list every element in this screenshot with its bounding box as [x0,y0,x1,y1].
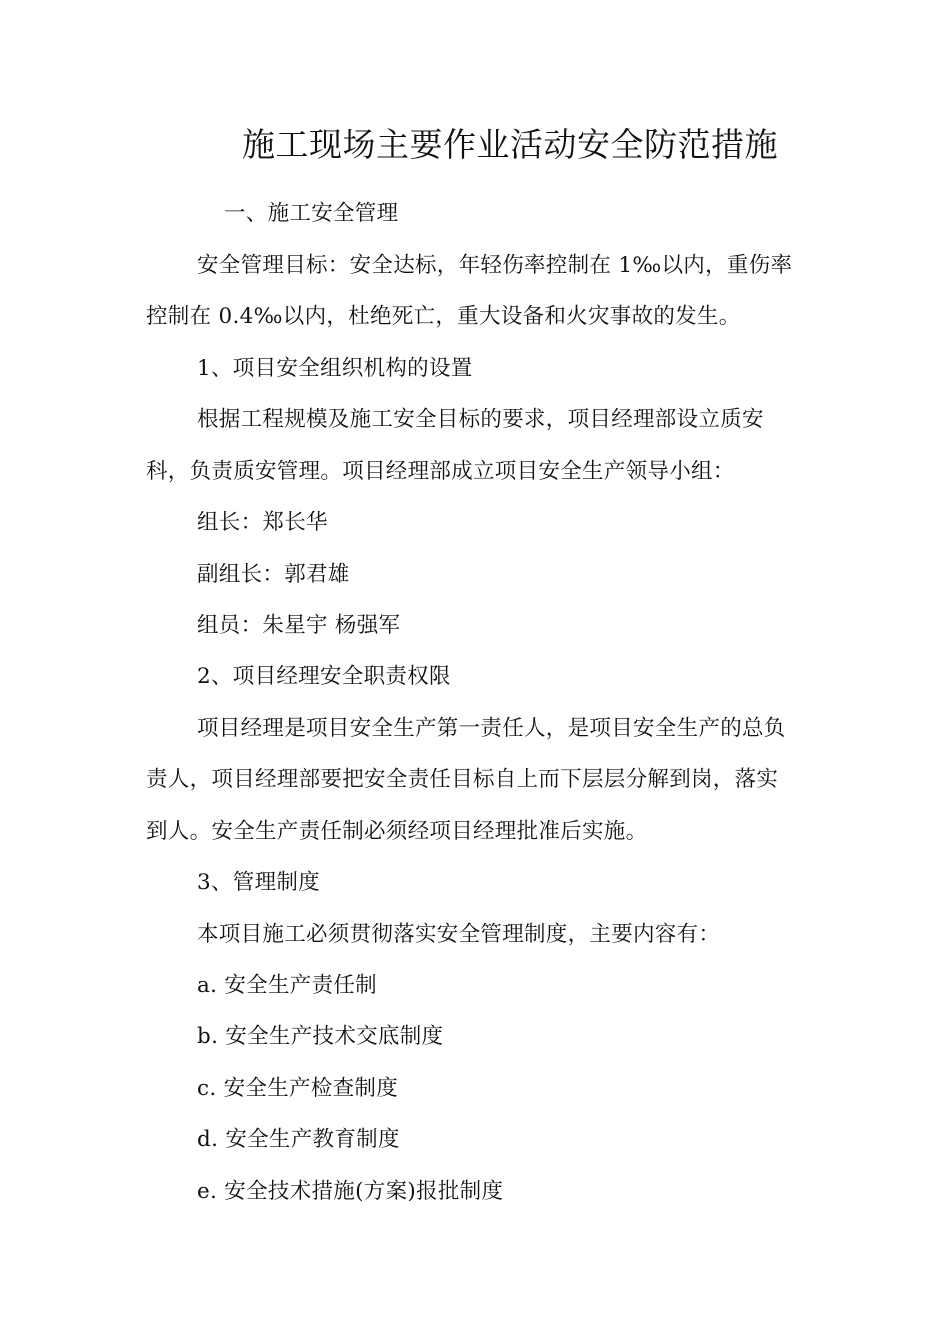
members-line: 组员：朱星宇 杨强军 [197,613,401,638]
item-2-paragraph-line-1: 项目经理是项目安全生产第一责任人，是项目安全生产的总负 [197,716,786,741]
item-3-intro: 本项目施工必须贯彻落实安全管理制度，主要内容有： [197,922,721,947]
item-2-paragraph-line-2: 责人，项目经理部要把安全责任目标自上而下层层分解到岗，落实 [146,767,779,792]
rule-list-item: e. 安全技术措施(方案)报批制度 [197,1179,504,1204]
rule-list-item: c. 安全生产检查制度 [197,1076,399,1101]
goal-paragraph-line-1: 安全管理目标：安全达标，年轻伤率控制在 1‰以内，重伤率 [197,253,793,278]
item-1-paragraph-line-2: 科，负责质安管理。项目经理部成立项目安全生产领导小组： [146,459,735,484]
deputy-leader-line: 副组长：郭君雄 [197,562,350,587]
rule-list-item: b. 安全生产技术交底制度 [197,1024,444,1049]
item-2-heading: 2、项目经理安全职责权限 [197,664,451,689]
item-2-paragraph-line-3: 到人。安全生产责任制必须经项目经理批准后实施。 [146,819,648,844]
section-heading: 一、施工安全管理 [224,201,399,226]
item-1-heading: 1、项目安全组织机构的设置 [197,356,473,381]
item-3-heading: 3、管理制度 [197,870,320,895]
rule-list-item: a. 安全生产责任制 [197,973,377,998]
rule-list-item: d. 安全生产教育制度 [197,1127,400,1152]
leader-line: 组长：郑长华 [197,510,328,535]
document-title: 施工现场主要作业活动安全防范措施 [242,125,778,164]
goal-paragraph-line-2: 控制在 0.4‰以内，杜绝死亡，重大设备和火灾事故的发生。 [146,304,741,329]
item-1-paragraph-line-1: 根据工程规模及施工安全目标的要求，项目经理部设立质安 [197,407,764,432]
